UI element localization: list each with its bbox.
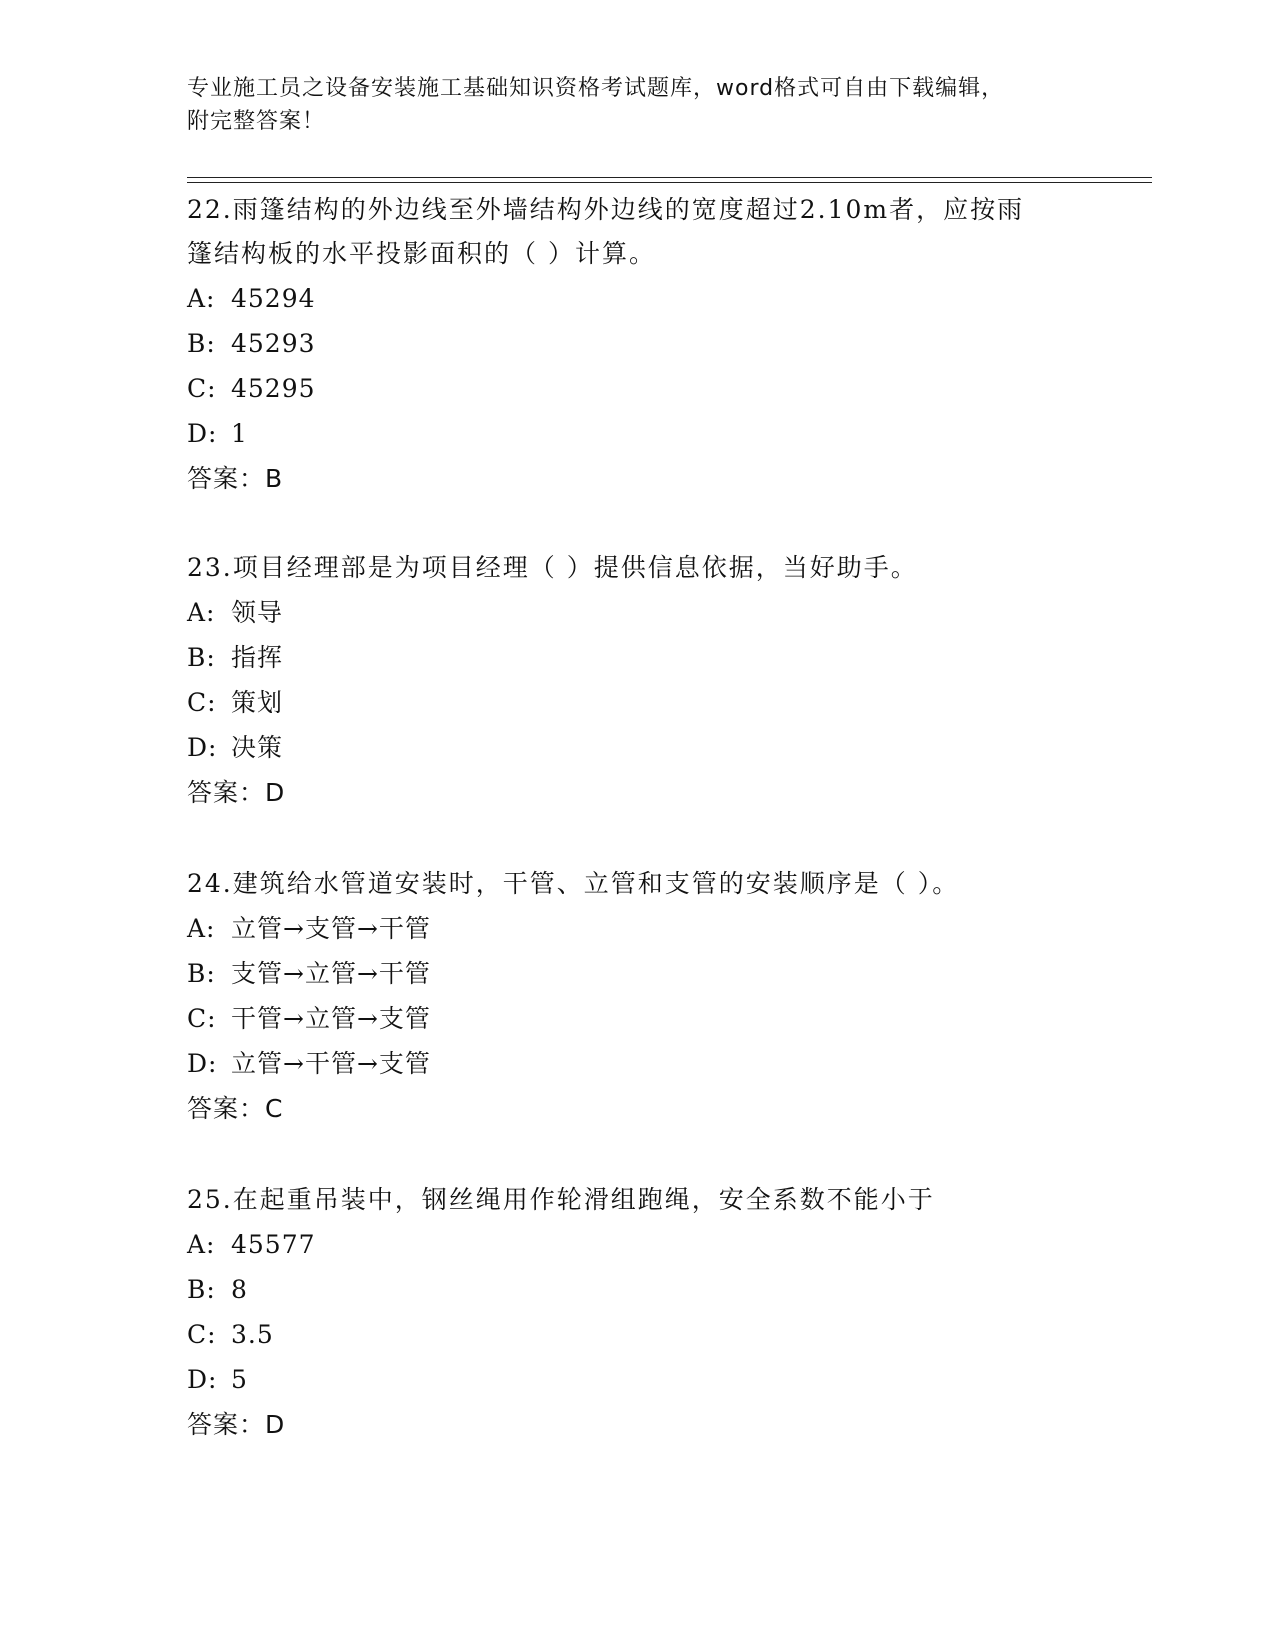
option-key: A: — [187, 284, 216, 313]
question-24 — [187, 862, 1087, 1131]
answer-line: 答案：D — [187, 1410, 286, 1439]
header-line-1: 专业施工员之设备安装施工基础知识资格考试题库，word格式可自由下载编辑， — [187, 76, 1005, 101]
option-text: 3.5 — [231, 1320, 274, 1349]
option-text: 8 — [231, 1275, 248, 1304]
option-key: D: — [187, 733, 218, 762]
question-22 — [187, 188, 1087, 501]
option-key: B: — [187, 1275, 216, 1304]
question-stem — [187, 1178, 1087, 1222]
option-b — [187, 1267, 1087, 1312]
option-b — [187, 321, 1087, 366]
question-stem — [187, 546, 1087, 590]
option-d — [187, 1357, 1087, 1402]
option-text: 45577 — [231, 1230, 316, 1259]
question-stem — [187, 188, 1087, 276]
option-text: 1 — [231, 419, 248, 448]
option-b — [187, 635, 1087, 680]
question-stem-line: 23.项目经理部是为项目经理（ ）提供信息依据，当好助手。 — [187, 553, 918, 582]
question-23 — [187, 546, 1087, 815]
option-key: B: — [187, 959, 216, 988]
option-c — [187, 680, 1087, 725]
option-a — [187, 1222, 1087, 1267]
option-text: 领导 — [231, 598, 284, 627]
option-c — [187, 996, 1087, 1041]
option-key: C: — [187, 688, 217, 717]
option-text: 45294 — [231, 284, 316, 313]
option-key: C: — [187, 374, 217, 403]
option-text: 立管→干管→支管 — [231, 1049, 431, 1078]
option-key: C: — [187, 1320, 217, 1349]
option-key: A: — [187, 914, 216, 943]
option-key: D: — [187, 419, 218, 448]
option-text: 立管→支管→干管 — [231, 914, 431, 943]
document-header — [187, 72, 1087, 138]
question-25 — [187, 1178, 1087, 1447]
question-stem-line: 篷结构板的水平投影面积的（ ）计算。 — [187, 239, 656, 268]
option-key: C: — [187, 1004, 217, 1033]
option-key: B: — [187, 329, 216, 358]
option-key: B: — [187, 643, 216, 672]
option-text: 干管→立管→支管 — [231, 1004, 431, 1033]
answer-line: 答案：B — [187, 464, 284, 493]
option-d — [187, 1041, 1087, 1086]
header-divider-bottom — [187, 182, 1152, 183]
option-text: 指挥 — [231, 643, 284, 672]
option-text: 支管→立管→干管 — [231, 959, 431, 988]
option-a — [187, 590, 1087, 635]
option-key: A: — [187, 1230, 216, 1259]
question-stem-line: 25.在起重吊装中，钢丝绳用作轮滑组跑绳，安全系数不能小于 — [187, 1185, 935, 1214]
option-text: 5 — [231, 1365, 248, 1394]
option-d — [187, 411, 1087, 456]
question-stem-line: 24.建筑给水管道安装时，干管、立管和支管的安装顺序是（ ）。 — [187, 869, 960, 898]
option-text: 45295 — [231, 374, 316, 403]
option-c — [187, 1312, 1087, 1357]
option-key: A: — [187, 598, 216, 627]
option-a — [187, 276, 1087, 321]
option-a — [187, 906, 1087, 951]
question-stem-line: 22.雨篷结构的外边线至外墙结构外边线的宽度超过2.10m者，应按雨 — [187, 195, 1025, 224]
option-key: D: — [187, 1365, 218, 1394]
question-stem — [187, 862, 1087, 906]
option-d — [187, 725, 1087, 770]
header-line-2: 附完整答案！ — [187, 109, 326, 134]
option-text: 策划 — [231, 688, 284, 717]
answer-line: 答案：D — [187, 778, 286, 807]
header-divider-top — [187, 177, 1152, 178]
answer-line: 答案：C — [187, 1094, 284, 1123]
option-text: 决策 — [231, 733, 284, 762]
option-c — [187, 366, 1087, 411]
option-key: D: — [187, 1049, 218, 1078]
option-text: 45293 — [231, 329, 316, 358]
option-b — [187, 951, 1087, 996]
